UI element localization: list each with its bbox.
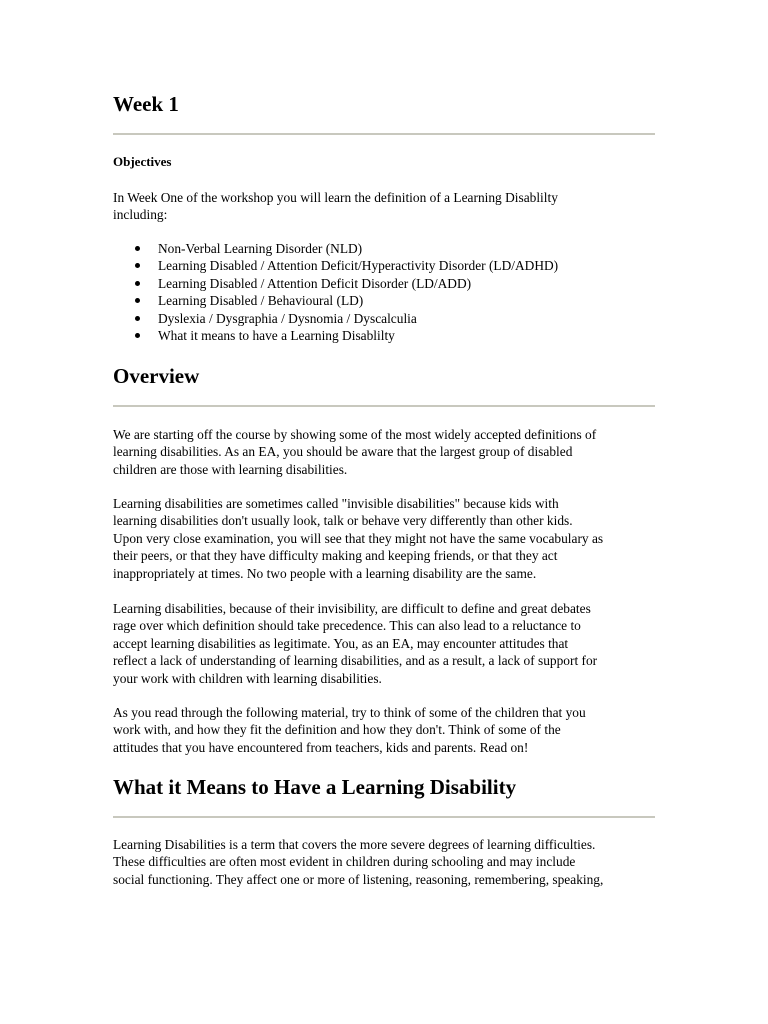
paragraph-line: Learning Disabilities is a term that covers the more severe degrees of learning difficulties. bbox=[113, 837, 596, 852]
list-item: Learning Disabled / Attention Deficit/Hyperactivity Disorder (LD/ADHD) bbox=[113, 257, 558, 274]
week-divider bbox=[113, 133, 655, 135]
objectives-list bbox=[113, 240, 558, 344]
intro-paragraph bbox=[113, 189, 558, 224]
paragraph-line: As you read through the following material, try to think of some of the children that you bbox=[113, 705, 586, 720]
list-item: Dyslexia / Dysgraphia / Dysnomia / Dyscalculia bbox=[113, 310, 558, 327]
paragraph-line: accept learning disabilities as legitimate. You, as an EA, may encounter attitudes that bbox=[113, 635, 569, 651]
paragraph-line: Learning disabilities are sometimes called "invisible disabilities" because kids with bbox=[113, 496, 559, 511]
paragraph-line: inappropriately at times. No two people with a learning disability are the same. bbox=[113, 565, 537, 581]
bullet-icon bbox=[135, 316, 140, 321]
paragraph-line: your work with children with learning disabilities. bbox=[113, 670, 382, 686]
paragraph-line: Upon very close examination, you will see that they might not have the same vocabulary as bbox=[113, 530, 604, 546]
meaning-paragraph bbox=[113, 836, 603, 888]
overview-paragraph bbox=[113, 495, 603, 582]
overview-paragraph bbox=[113, 426, 596, 478]
overview-divider bbox=[113, 405, 655, 407]
paragraph-line: These difficulties are often most evident in children during schooling and may include bbox=[113, 854, 576, 870]
intro-line: including: bbox=[113, 207, 168, 223]
intro-line: In Week One of the workshop you will learn the definition of a Learning Disablilty bbox=[113, 190, 558, 205]
objectives-heading: Objectives bbox=[113, 154, 172, 169]
bullet-icon bbox=[135, 246, 140, 251]
paragraph-line: rage over which definition should take precedence. This can also lead to a reluctance to bbox=[113, 618, 581, 634]
paragraph-line: children are those with learning disabilities. bbox=[113, 461, 348, 477]
week-title: Week 1 bbox=[113, 92, 179, 116]
list-item: Non-Verbal Learning Disorder (NLD) bbox=[113, 240, 558, 257]
meaning-divider bbox=[113, 816, 655, 818]
paragraph-line: their peers, or that they have difficulty making and keeping friends, or that they act bbox=[113, 548, 558, 564]
list-item: Learning Disabled / Behavioural (LD) bbox=[113, 292, 558, 309]
bullet-icon bbox=[135, 281, 140, 286]
paragraph-line: social functioning. They affect one or more of listening, reasoning, remembering, speaking, bbox=[113, 871, 604, 887]
list-item: Learning Disabled / Attention Deficit Disorder (LD/ADD) bbox=[113, 275, 558, 292]
overview-title: Overview bbox=[113, 364, 200, 388]
paragraph-line: We are starting off the course by showing some of the most widely accepted definitions of bbox=[113, 427, 597, 442]
paragraph-line: work with, and how they fit the definition and how they don't. Think of some of the bbox=[113, 722, 561, 738]
bullet-icon bbox=[135, 298, 140, 303]
bullet-icon bbox=[135, 333, 140, 338]
paragraph-line: Learning disabilities, because of their invisibility, are difficult to define and great debates bbox=[113, 601, 591, 616]
list-item: What it means to have a Learning Disablilty bbox=[113, 327, 558, 344]
overview-paragraph bbox=[113, 704, 586, 756]
paragraph-line: reflect a lack of understanding of learning disabilities, and as a result, a lack of support for bbox=[113, 653, 598, 669]
paragraph-line: learning disabilities. As an EA, you should be aware that the largest group of disabled bbox=[113, 444, 573, 460]
bullet-icon bbox=[135, 263, 140, 268]
paragraph-line: learning disabilities don't usually look, talk or behave very differently than other kids. bbox=[113, 513, 573, 529]
overview-paragraph bbox=[113, 600, 597, 687]
meaning-title: What it Means to Have a Learning Disability bbox=[113, 775, 517, 799]
paragraph-line: attitudes that you have encountered from teachers, kids and parents. Read on! bbox=[113, 739, 529, 755]
